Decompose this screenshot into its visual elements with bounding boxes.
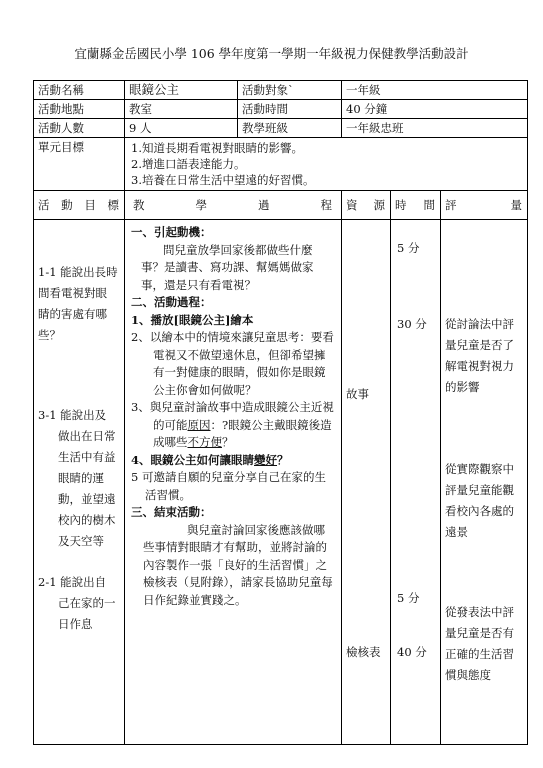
unit-goal-item: 3.培養在日常生活中望遠的好習慣。 xyxy=(131,173,315,187)
column-headers xyxy=(34,191,528,220)
eval-1: 從討論法中評量兒童是否了解電視對視力的影響 xyxy=(445,317,514,394)
time-value: 40 分鐘 xyxy=(342,100,528,119)
step3-heading: 三、結束活動： xyxy=(131,505,212,519)
step2-item3 xyxy=(131,399,335,452)
name-value: 眼鏡公主 xyxy=(125,81,238,100)
time-motivation: 5 分 xyxy=(397,241,420,255)
step2-item3-c: ：?眼鏡公主戴眼鏡後造成哪些 xyxy=(153,417,332,449)
activity-body xyxy=(34,220,528,745)
eval-2: 從實際觀察中評量兒童能觀看校內各處的遠景 xyxy=(445,462,514,539)
target-label: 活動對象` xyxy=(238,81,342,100)
count-value: 9 人 xyxy=(125,119,238,138)
goal-3-label: 2-1 能說出自 xyxy=(38,575,107,589)
row-name xyxy=(34,81,528,100)
row-unit-goals xyxy=(34,138,528,191)
step2-item4-a: 4、眼鏡公主如何讓眼睛 xyxy=(131,452,255,467)
process-cell xyxy=(125,220,342,745)
step2-item3-a: 3、與兒童討論故事中造成眼鏡公主近視的可能 xyxy=(131,400,334,432)
time-total: 40 分 xyxy=(397,645,427,659)
place-value: 教室 xyxy=(125,100,238,119)
goal-2-body: 做出在日常生活中有益眼睛的運動，並望遠校內的樹木及天空等 xyxy=(58,429,116,548)
class-label: 教學班級 xyxy=(238,119,342,138)
unit-goal-item: 1.知道長期看電視對眼睛的影響。 xyxy=(131,141,303,155)
resource-story: 故事 xyxy=(346,387,369,401)
step2-item2: 2、以繪本中的情境來讓兒童思考：要看電視又不做望遠休息，但卻希望擁有一對健康的眼睛，假如你是眼鏡公主你會如何做呢？ xyxy=(131,330,334,397)
count-label: 活動人數 xyxy=(34,119,125,138)
class-value: 一年級忠班 xyxy=(342,119,528,138)
place-label: 活動地點 xyxy=(34,100,125,119)
step3-body: 與兒童討論回家後應該做哪些事情對眼睛才有幫助，並將討論的內容製作一張「良好的生活習慣」之檢核表（見附錄），請家長協助兒童每日作紀錄並實踐之。 xyxy=(143,522,333,607)
header-time: 時 間 xyxy=(391,191,441,220)
step2-item3-e: ？ xyxy=(222,435,234,449)
step2-heading: 二、活動過程： xyxy=(131,295,212,309)
row-place xyxy=(34,100,528,119)
step2-item3-b: 原因 xyxy=(187,417,211,432)
eval-3: 從發表法中評量兒童是否有正確的生活習慣與態度 xyxy=(445,605,514,682)
step2-item3-d: 不方便 xyxy=(187,435,222,449)
step1-body: 問兒童放學回家後都做些什麼事？是讀書、寫功課、幫媽媽做家事，還是只有看電視？ xyxy=(141,242,314,292)
unit-goals xyxy=(125,138,528,191)
step2-item4-c: ？ xyxy=(277,452,289,467)
step1-heading: 一、引起動機： xyxy=(131,225,212,239)
document-title: 宜蘭縣金岳國民小學 106 學年度第一學期一年級視力保健教學活動設計 xyxy=(74,46,469,61)
time-closing: 5 分 xyxy=(397,591,420,605)
header-process: 教 學 過 程 xyxy=(125,191,342,220)
times-cell xyxy=(391,220,441,745)
unit-label: 單元目標 xyxy=(34,138,125,191)
evals-cell xyxy=(441,220,528,745)
unit-goal-item: 2.增進口語表達能力。 xyxy=(131,157,246,171)
goal-2-label: 3-1 能說出及 xyxy=(38,408,107,422)
header-eval: 評 量 xyxy=(441,191,528,220)
goal-3-body: 己在家的一日作息 xyxy=(58,596,116,631)
name-label: 活動名稱 xyxy=(34,81,125,100)
time-process: 30 分 xyxy=(397,317,427,331)
header-goal: 活 動 目 標 xyxy=(34,191,125,220)
target-value: 一年級 xyxy=(342,81,528,100)
header-resource: 資 源 xyxy=(342,191,391,220)
step2-item4 xyxy=(131,452,335,470)
lesson-plan-table xyxy=(33,80,528,745)
step2-item5: 5 可邀請自願的兒童分享自己在家的生活習慣。 xyxy=(131,470,326,502)
resource-checklist: 檢核表 xyxy=(346,645,381,659)
time-label: 活動時間 xyxy=(238,100,342,119)
row-count xyxy=(34,119,528,138)
goal-1: 1-1 能說出長時間看電視對眼睛的害處有哪些？ xyxy=(38,265,118,342)
goals-cell xyxy=(34,220,125,745)
step2-item4-b: 變好 xyxy=(254,452,278,467)
step2-item1: 1、播放[眼鏡公主]繪本 xyxy=(131,312,254,327)
resources-cell xyxy=(342,220,391,745)
